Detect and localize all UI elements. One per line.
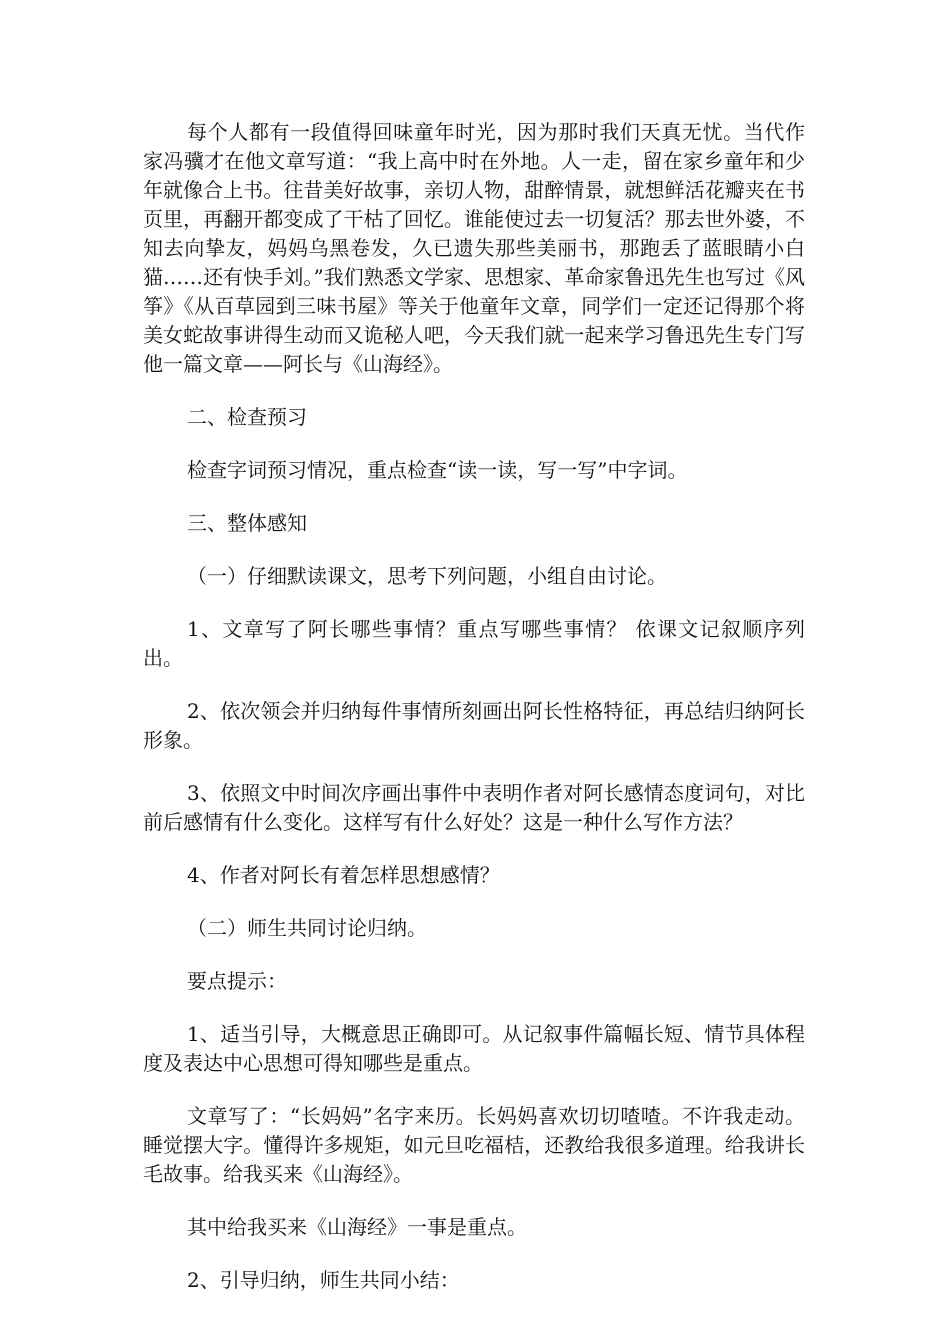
intro-paragraph: 每个人都有一段值得回味童年时光，因为那时我们天真无忧。当代作家冯骥才在他文章写道：“我上高中时在外地。人一走，留在家乡童年和少年就像合上书。往昔美好故事，亲切人物，甜醉情景，就想鲜活花瓣夹在书页里，再翻开都变成了干枯了回忆。谁能使过去一切复活？那去世外婆，不知去向挚友，妈妈乌黑卷发，久已遗失那些美丽书，那跑丢了蓝眼睛小白猫……还有快手刘。”我们熟悉文学家、思想家、革命家鲁迅先生也写过《风筝》《从百草园到三味书屋》等关于他童年文章，同学们一定还记得那个将美女蛇故事讲得生动而又诡秘人吧，今天我们就一起来学习鲁迅先生专门写他一篇文章——阿长与《山海经》。: [143, 120, 805, 376]
key-point-1: 1、适当引导，大概意思正确即可。从记叙事件篇幅长短、情节具体程度及表达中心思想可得知哪些是重点。: [143, 1022, 805, 1075]
section-heading-check-preview: 二、检查预习: [187, 405, 307, 429]
paragraph-check-vocabulary: 检查字词预习情况，重点检查“读一读，写一写”中字词。: [187, 458, 688, 482]
question-3: 3、依照文中时间次序画出事件中表明作者对阿长感情态度词句，对比前后感情有什么变化。这样写有什么好处？这是一种什么写作方法？: [143, 781, 805, 834]
question-2: 2、依次领会并归纳每件事情所刻画出阿长性格特征，再总结归纳阿长形象。: [143, 699, 805, 752]
question-4: 4、作者对阿长有着怎样思想感情？: [187, 863, 500, 887]
question-1: 1、文章写了阿长哪些事情？重点写哪些事情？ 依课文记叙顺序列出。: [143, 617, 805, 670]
subheading-silent-reading: （一）仔细默读课文，思考下列问题，小组自由讨论。: [187, 564, 667, 588]
paragraph-events-list: 文章写了：“长妈妈”名字来历。长妈妈喜欢切切喳喳。不许我走动。睡觉摆大字。懂得许多规矩，如元旦吃福桔，还教给我很多道理。给我讲长毛故事。给我买来《山海经》。: [143, 1104, 805, 1186]
document-body: [143, 118, 805, 1319]
section-heading-overall-perception: 三、整体感知: [187, 511, 307, 535]
paragraph-key-points-label: 要点提示：: [187, 969, 287, 993]
key-point-2: 2、引导归纳，师生共同小结：: [187, 1268, 460, 1292]
subheading-discussion: （二）师生共同讨论归纳。: [187, 916, 427, 940]
paragraph-key-event: 其中给我买来《山海经》一事是重点。: [187, 1215, 527, 1239]
